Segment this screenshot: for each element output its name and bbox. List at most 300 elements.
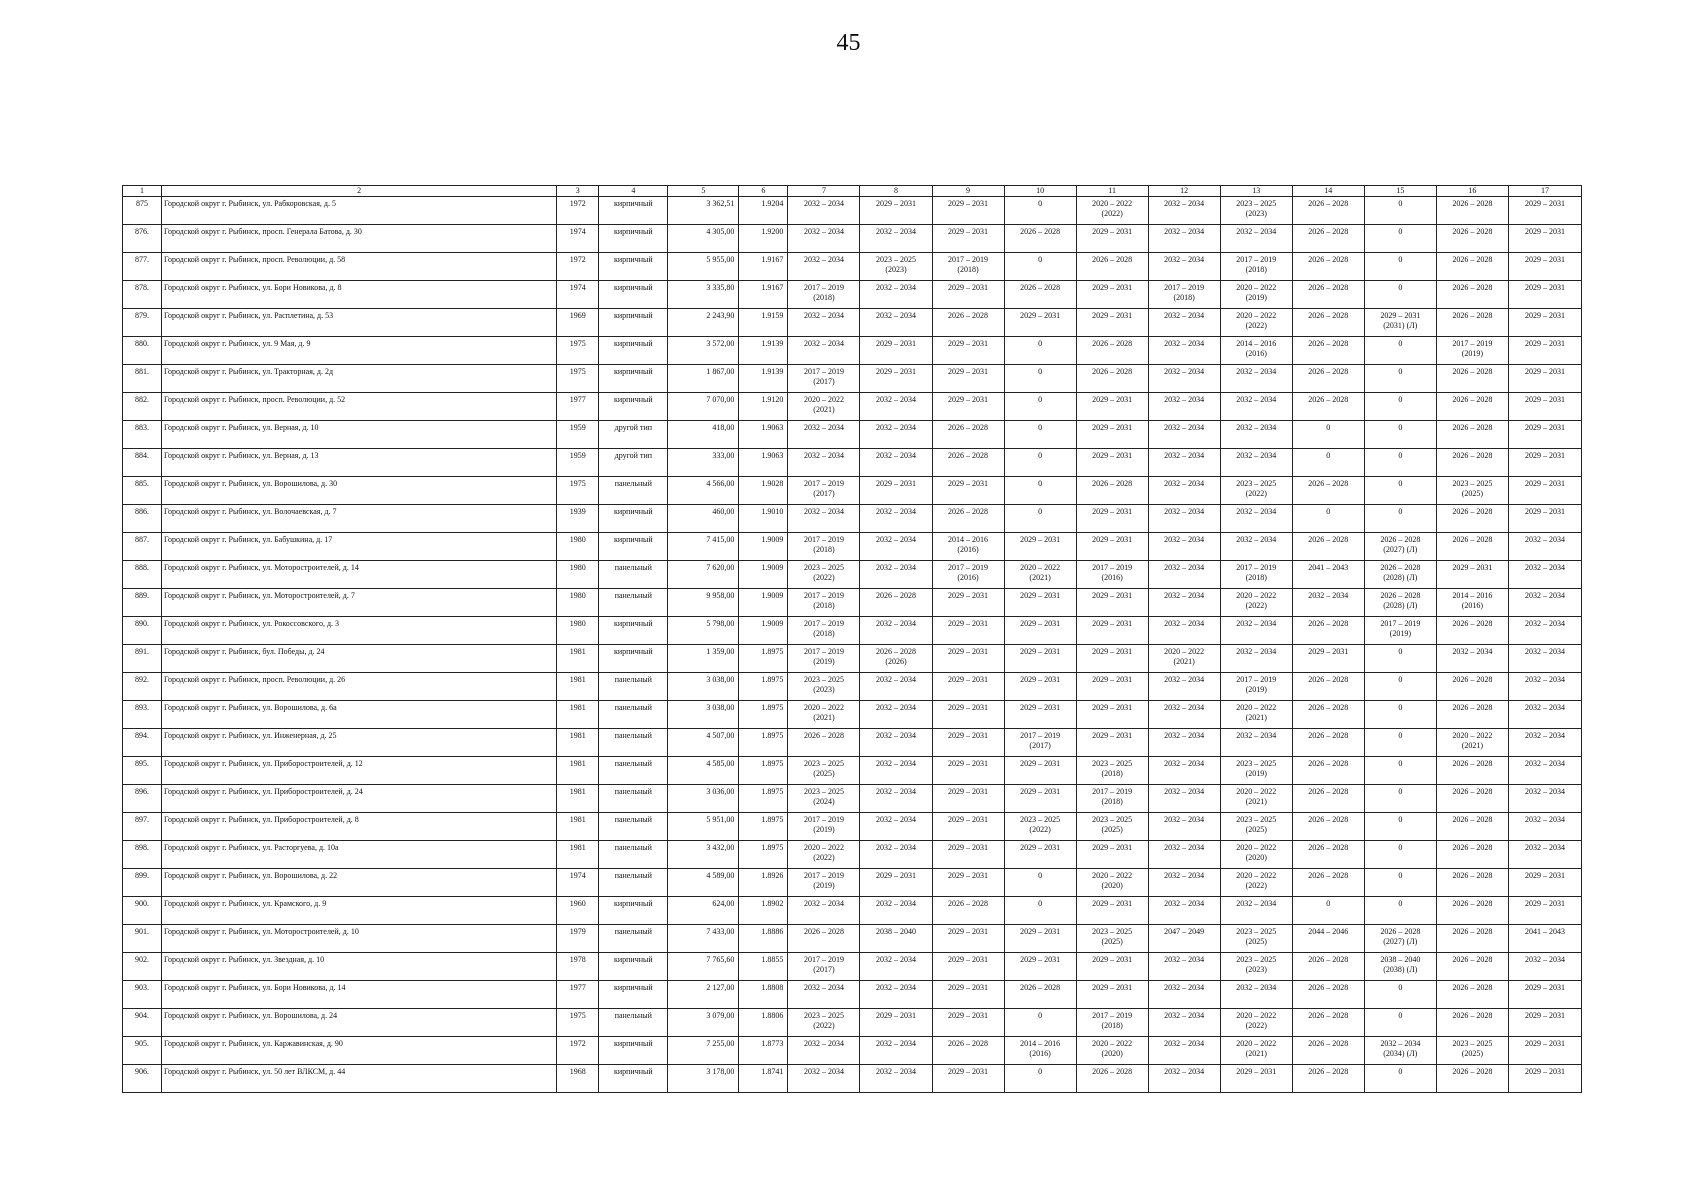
table-cell: панельный — [599, 561, 668, 589]
table-cell: 1972 — [557, 197, 599, 225]
table-cell: 2032 – 2034 — [860, 281, 932, 309]
table-cell: 2026 – 2028 (2027) (Л) — [1364, 925, 1436, 953]
table-cell: 2020 – 2022 (2021) — [1220, 785, 1292, 813]
table-cell: 2026 – 2028 — [1076, 1065, 1148, 1093]
table-cell: 2026 – 2028 — [1292, 757, 1364, 785]
table-cell: 1.8926 — [739, 869, 788, 897]
table-cell: 890. — [123, 617, 162, 645]
table-cell: Городской округ г. Рыбинск, ул. Моторостроителей, д. 14 — [162, 561, 557, 589]
table-row — [123, 197, 1582, 225]
table-cell: 2029 – 2031 — [1076, 841, 1148, 869]
column-header: 16 — [1436, 186, 1508, 197]
table-cell: 2029 – 2031 — [1004, 953, 1076, 981]
table-cell: 7 070,00 — [668, 393, 739, 421]
table-cell: 1981 — [557, 673, 599, 701]
table-cell: панельный — [599, 673, 668, 701]
table-cell: 0 — [1364, 813, 1436, 841]
table-cell: 2029 – 2031 — [932, 589, 1004, 617]
table-cell: 2032 – 2034 — [860, 813, 932, 841]
table-cell: 2032 – 2034 — [860, 981, 932, 1009]
table-cell: 2026 – 2028 — [1436, 197, 1508, 225]
table-cell: 2023 – 2025 (2023) — [1220, 953, 1292, 981]
table-cell: 2029 – 2031 — [1076, 281, 1148, 309]
table-cell: 0 — [1004, 1065, 1076, 1093]
table-cell: 2032 – 2034 — [860, 561, 932, 589]
table-cell: 2032 – 2034 — [1220, 449, 1292, 477]
table-cell: 2026 – 2028 — [1292, 617, 1364, 645]
table-cell: 1.9167 — [739, 281, 788, 309]
table-cell: 2017 – 2019 (2018) — [1148, 281, 1220, 309]
table-cell: 2017 – 2019 (2016) — [1076, 561, 1148, 589]
table-cell: 875 — [123, 197, 162, 225]
table-cell: 2029 – 2031 — [932, 1009, 1004, 1037]
table-cell: 0 — [1364, 393, 1436, 421]
table-cell: 1975 — [557, 477, 599, 505]
table-cell: 2029 – 2031 — [1004, 645, 1076, 673]
table-cell: 2032 – 2034 — [860, 225, 932, 253]
table-cell: 2026 – 2028 — [1292, 729, 1364, 757]
table-cell: 2029 – 2031 — [1076, 421, 1148, 449]
table-cell: 0 — [1364, 841, 1436, 869]
table-cell: 2029 – 2031 — [1004, 785, 1076, 813]
column-header: 1 — [123, 186, 162, 197]
table-cell: 2032 – 2034 — [1148, 253, 1220, 281]
table-cell: 2032 – 2034 — [1508, 757, 1581, 785]
table-cell: 1939 — [557, 505, 599, 533]
table-cell: 2032 – 2034 — [1220, 617, 1292, 645]
table-row — [123, 561, 1582, 589]
table-cell: 1981 — [557, 645, 599, 673]
table-cell: 2026 – 2028 — [1436, 253, 1508, 281]
table-cell: 0 — [1364, 757, 1436, 785]
table-cell: 4 566,00 — [668, 477, 739, 505]
table-cell: 1959 — [557, 421, 599, 449]
table-cell: 2029 – 2031 — [1292, 645, 1364, 673]
table-cell: 2029 – 2031 — [860, 197, 932, 225]
table-cell: 2032 – 2034 — [860, 841, 932, 869]
table-row — [123, 785, 1582, 813]
table-cell: 1.8975 — [739, 813, 788, 841]
table-cell: 2032 – 2034 — [1508, 813, 1581, 841]
table-cell: кирпичный — [599, 1037, 668, 1065]
table-cell: 2032 – 2034 — [1148, 1037, 1220, 1065]
table-cell: Городской округ г. Рыбинск, ул. Волочаевская, д. 7 — [162, 505, 557, 533]
table-cell: 1959 — [557, 449, 599, 477]
table-row — [123, 673, 1582, 701]
table-cell: 1.9200 — [739, 225, 788, 253]
table-cell: панельный — [599, 925, 668, 953]
table-row — [123, 533, 1582, 561]
table-cell: 2029 – 2031 — [1508, 1009, 1581, 1037]
column-header: 10 — [1004, 186, 1076, 197]
table-cell: 2020 – 2022 (2020) — [1076, 869, 1148, 897]
table-row — [123, 953, 1582, 981]
table-cell: 2017 – 2019 (2018) — [1076, 785, 1148, 813]
table-cell: 2029 – 2031 — [1508, 1065, 1581, 1093]
column-header: 17 — [1508, 186, 1581, 197]
table-cell: 2032 – 2034 — [1508, 561, 1581, 589]
table-cell: 2029 – 2031 — [1076, 673, 1148, 701]
table-cell: 3 079,00 — [668, 1009, 739, 1037]
table-cell: 2032 – 2034 — [1220, 365, 1292, 393]
table-cell: 0 — [1364, 253, 1436, 281]
table-cell: 0 — [1364, 729, 1436, 757]
table-cell: 2029 – 2031 — [1220, 1065, 1292, 1093]
table-cell: 5 955,00 — [668, 253, 739, 281]
table-cell: 2026 – 2028 — [1436, 673, 1508, 701]
table-cell: 2029 – 2031 — [1004, 757, 1076, 785]
table-cell: 2047 – 2049 — [1148, 925, 1220, 953]
table-cell: 3 572,00 — [668, 337, 739, 365]
table-cell: 2029 – 2031 — [1508, 253, 1581, 281]
table-cell: 1.8855 — [739, 953, 788, 981]
table-cell: 2029 – 2031 — [932, 981, 1004, 1009]
table-cell: 1974 — [557, 281, 599, 309]
table-cell: 2020 – 2022 (2021) — [1004, 561, 1076, 589]
table-cell: 0 — [1004, 197, 1076, 225]
table-cell: 1968 — [557, 1065, 599, 1093]
table-cell: 2041 – 2043 — [1292, 561, 1364, 589]
table-cell: 0 — [1364, 1065, 1436, 1093]
column-header: 3 — [557, 186, 599, 197]
table-cell: 901. — [123, 925, 162, 953]
table-cell: 1.9120 — [739, 393, 788, 421]
table-cell: 878. — [123, 281, 162, 309]
table-cell: 898. — [123, 841, 162, 869]
table-row — [123, 365, 1582, 393]
table-cell: Городской округ г. Рыбинск, ул. Ворошилова, д. 24 — [162, 1009, 557, 1037]
table-row — [123, 841, 1582, 869]
table-cell: 2026 – 2028 — [860, 589, 932, 617]
table-cell: 2026 – 2028 — [1436, 785, 1508, 813]
page-number: 45 — [836, 30, 861, 56]
table-cell: кирпичный — [599, 253, 668, 281]
table-cell: 2032 – 2034 — [1148, 617, 1220, 645]
table-cell: 2023 – 2025 (2022) — [1004, 813, 1076, 841]
table-cell: 2026 – 2028 — [1292, 673, 1364, 701]
table-cell: 2029 – 2031 — [860, 477, 932, 505]
table-row — [123, 1037, 1582, 1065]
table-cell: 2032 – 2034 — [1220, 897, 1292, 925]
table-cell: 0 — [1292, 505, 1364, 533]
table-cell: 2029 – 2031 — [1508, 197, 1581, 225]
table-cell: 2029 – 2031 — [932, 365, 1004, 393]
table-cell: 2026 – 2028 — [1292, 337, 1364, 365]
table-cell: 1.8975 — [739, 673, 788, 701]
table-cell: 2020 – 2022 (2021) — [1436, 729, 1508, 757]
table-cell: 2029 – 2031 — [1508, 225, 1581, 253]
table-cell: 2026 – 2028 — [1292, 953, 1364, 981]
table-cell: кирпичный — [599, 533, 668, 561]
table-cell: 2020 – 2022 (2022) — [1076, 197, 1148, 225]
table-cell: 0 — [1292, 897, 1364, 925]
table-cell: 2026 – 2028 — [1436, 421, 1508, 449]
table-cell: 2029 – 2031 — [1508, 337, 1581, 365]
table-cell: 2020 – 2022 (2021) — [788, 393, 860, 421]
table-cell: 1972 — [557, 1037, 599, 1065]
table-cell: 2029 – 2031 — [1508, 393, 1581, 421]
table-row — [123, 281, 1582, 309]
table-cell: 2032 – 2034 — [860, 673, 932, 701]
table-cell: 1.8773 — [739, 1037, 788, 1065]
table-cell: 2032 – 2034 — [1508, 701, 1581, 729]
table-cell: 2029 – 2031 — [932, 925, 1004, 953]
table-cell: 2020 – 2022 (2022) — [1220, 869, 1292, 897]
table-cell: Городской округ г. Рыбинск, просп. Революции, д. 26 — [162, 673, 557, 701]
table-cell: 1981 — [557, 785, 599, 813]
table-cell: 2032 – 2034 — [1508, 673, 1581, 701]
table-cell: 1 867,00 — [668, 365, 739, 393]
column-header: 4 — [599, 186, 668, 197]
table-cell: 906. — [123, 1065, 162, 1093]
table-cell: 4 507,00 — [668, 729, 739, 757]
table-cell: 2032 – 2034 — [1148, 953, 1220, 981]
table-cell: 886. — [123, 505, 162, 533]
table-cell: 1980 — [557, 533, 599, 561]
table-cell: 0 — [1004, 505, 1076, 533]
table-cell: 1.9204 — [739, 197, 788, 225]
table-cell: 2029 – 2031 — [932, 953, 1004, 981]
table-cell: 896. — [123, 785, 162, 813]
table-cell: 2032 – 2034 — [860, 533, 932, 561]
table-cell: 0 — [1364, 281, 1436, 309]
table-header-row — [123, 186, 1582, 197]
table-cell: 4 589,00 — [668, 869, 739, 897]
table-cell: 2017 – 2019 (2019) — [788, 645, 860, 673]
table-cell: 880. — [123, 337, 162, 365]
table-cell: 889. — [123, 589, 162, 617]
table-cell: 2029 – 2031 — [1508, 281, 1581, 309]
table-cell: 2026 – 2028 (2028) (Л) — [1364, 561, 1436, 589]
table-cell: кирпичный — [599, 365, 668, 393]
table-cell: 2032 – 2034 — [788, 897, 860, 925]
table-cell: 1.8741 — [739, 1065, 788, 1093]
table-cell: 0 — [1364, 869, 1436, 897]
table-cell: 2020 – 2022 (2020) — [1220, 841, 1292, 869]
table-cell: 0 — [1004, 869, 1076, 897]
table-cell: 1974 — [557, 225, 599, 253]
table-cell: Городской округ г. Рыбинск, ул. Бабушкина, д. 17 — [162, 533, 557, 561]
table-cell: панельный — [599, 701, 668, 729]
table-cell: 2017 – 2019 (2019) — [788, 869, 860, 897]
table-cell: 2032 – 2034 — [1148, 309, 1220, 337]
table-cell: 0 — [1364, 505, 1436, 533]
table-cell: 2032 – 2034 — [788, 337, 860, 365]
table-cell: 3 038,00 — [668, 673, 739, 701]
table-cell: 2026 – 2028 — [1292, 841, 1364, 869]
table-cell: кирпичный — [599, 281, 668, 309]
table-cell: 2029 – 2031 — [1508, 309, 1581, 337]
table-cell: 2032 – 2034 — [1436, 645, 1508, 673]
table-cell: 2020 – 2022 (2021) — [788, 701, 860, 729]
table-cell: 2032 – 2034 — [1148, 1065, 1220, 1093]
table-cell: другой тип — [599, 449, 668, 477]
table-cell: 2026 – 2028 — [1292, 533, 1364, 561]
table-cell: 2029 – 2031 — [932, 225, 1004, 253]
table-cell: 1975 — [557, 337, 599, 365]
table-cell: 2026 – 2028 — [1004, 225, 1076, 253]
table-cell: 2029 – 2031 — [932, 393, 1004, 421]
table-cell: 1977 — [557, 981, 599, 1009]
table-cell: 0 — [1364, 365, 1436, 393]
table-cell: 2029 – 2031 — [1076, 309, 1148, 337]
table-cell: 2029 – 2031 — [932, 869, 1004, 897]
table-cell: 1981 — [557, 701, 599, 729]
table-cell: 2023 – 2025 (2025) — [1076, 925, 1148, 953]
table-cell: 2032 – 2034 — [1220, 421, 1292, 449]
table-cell: 2026 – 2028 — [1436, 701, 1508, 729]
table-cell: 2029 – 2031 — [1076, 953, 1148, 981]
table-cell: Городской округ г. Рыбинск, просп. Революции, д. 58 — [162, 253, 557, 281]
table-cell: 2026 – 2028 — [1436, 281, 1508, 309]
table-cell: 2029 – 2031 — [1076, 617, 1148, 645]
table-cell: 1.8902 — [739, 897, 788, 925]
table-cell: Городской округ г. Рыбинск, ул. Приборостроителей, д. 12 — [162, 757, 557, 785]
table-cell: 882. — [123, 393, 162, 421]
table-cell: 1974 — [557, 869, 599, 897]
table-cell: 2032 – 2034 — [1148, 673, 1220, 701]
table-cell: 0 — [1292, 421, 1364, 449]
table-cell: 2023 – 2025 (2025) — [788, 757, 860, 785]
table-cell: 3 362,51 — [668, 197, 739, 225]
table-cell: 2029 – 2031 — [1508, 477, 1581, 505]
table-cell: 2017 – 2019 (2017) — [788, 365, 860, 393]
table-cell: Городской округ г. Рыбинск, ул. Звездная, д. 10 — [162, 953, 557, 981]
table-cell: Городской округ г. Рыбинск, ул. Бори Новикова, д. 8 — [162, 281, 557, 309]
table-cell: 2017 – 2019 (2018) — [788, 533, 860, 561]
table-cell: 2032 – 2034 — [1220, 393, 1292, 421]
table-cell: 2017 – 2019 (2018) — [1220, 561, 1292, 589]
table-cell: 0 — [1364, 477, 1436, 505]
table-cell: 2020 – 2022 (2022) — [1220, 589, 1292, 617]
table-cell: кирпичный — [599, 897, 668, 925]
table-cell: 2029 – 2031 — [1076, 701, 1148, 729]
table-cell: 2029 – 2031 — [1436, 561, 1508, 589]
table-cell: 0 — [1364, 421, 1436, 449]
table-cell: 1981 — [557, 841, 599, 869]
table-cell: 2026 – 2028 — [1292, 785, 1364, 813]
column-header: 9 — [932, 186, 1004, 197]
table-cell: 2032 – 2034 — [1292, 589, 1364, 617]
table-row — [123, 589, 1582, 617]
table-cell: 1.8808 — [739, 981, 788, 1009]
table-cell: 2032 – 2034 — [1508, 841, 1581, 869]
table-cell: 2029 – 2031 — [1076, 589, 1148, 617]
table-cell: 1.8975 — [739, 645, 788, 673]
table-cell: 2032 – 2034 — [1148, 1009, 1220, 1037]
table-cell: 2032 – 2034 — [1148, 813, 1220, 841]
table-cell: Городской округ г. Рыбинск, ул. Расплетина, д. 53 — [162, 309, 557, 337]
column-header: 2 — [162, 186, 557, 197]
table-cell: Городской округ г. Рыбинск, просп. Революции, д. 52 — [162, 393, 557, 421]
table-cell: 1 359,00 — [668, 645, 739, 673]
table-cell: 892. — [123, 673, 162, 701]
table-cell: 2032 – 2034 — [1148, 589, 1220, 617]
table-cell: 884. — [123, 449, 162, 477]
table-cell: 2032 – 2034 — [860, 785, 932, 813]
table-cell: 2026 – 2028 — [1292, 981, 1364, 1009]
table-cell: 2032 – 2034 — [788, 1065, 860, 1093]
table-cell: 2032 – 2034 — [788, 197, 860, 225]
table-cell: 0 — [1364, 645, 1436, 673]
table-cell: 1980 — [557, 617, 599, 645]
table-cell: 2032 – 2034 — [1508, 617, 1581, 645]
table-row — [123, 449, 1582, 477]
table-cell: 2032 – 2034 — [1148, 365, 1220, 393]
table-cell: 2017 – 2019 (2019) — [1364, 617, 1436, 645]
table-cell: 2032 – 2034 — [860, 701, 932, 729]
table-cell: 2029 – 2031 — [1508, 869, 1581, 897]
table-cell: 2032 – 2034 — [1220, 981, 1292, 1009]
table-cell: 1.8975 — [739, 841, 788, 869]
table-cell: 2032 – 2034 — [1148, 897, 1220, 925]
table-cell: 2017 – 2019 (2018) — [788, 617, 860, 645]
table-cell: кирпичный — [599, 1065, 668, 1093]
table-cell: 2026 – 2028 — [1292, 477, 1364, 505]
table-cell: 2032 – 2034 — [860, 309, 932, 337]
table-cell: 902. — [123, 953, 162, 981]
table-cell: кирпичный — [599, 981, 668, 1009]
table-row — [123, 309, 1582, 337]
table-cell: 2032 – 2034 — [788, 981, 860, 1009]
table-cell: 0 — [1004, 449, 1076, 477]
table-cell: 2032 – 2034 — [1508, 785, 1581, 813]
table-cell: 0 — [1004, 253, 1076, 281]
table-cell: 2014 – 2016 (2016) — [932, 533, 1004, 561]
table-cell: 2032 – 2034 — [1148, 561, 1220, 589]
table-cell: 2032 – 2034 — [1148, 421, 1220, 449]
table-cell: 2020 – 2022 (2019) — [1220, 281, 1292, 309]
table-row — [123, 1065, 1582, 1093]
table-cell: Городской округ г. Рыбинск, ул. Рокоссовского, д. 3 — [162, 617, 557, 645]
table-cell: 0 — [1364, 701, 1436, 729]
table-cell: 1978 — [557, 953, 599, 981]
table-cell: другой тип — [599, 421, 668, 449]
table-cell: 2032 – 2034 — [1220, 533, 1292, 561]
table-cell: 1.8975 — [739, 701, 788, 729]
register-table-container — [122, 185, 1582, 1093]
table-cell: 2026 – 2028 — [932, 309, 1004, 337]
table-cell: 0 — [1004, 1009, 1076, 1037]
table-cell: 2032 – 2034 — [1148, 701, 1220, 729]
column-header: 11 — [1076, 186, 1148, 197]
table-cell: 904. — [123, 1009, 162, 1037]
table-cell: 2026 – 2028 — [1292, 869, 1364, 897]
table-cell: 1975 — [557, 1009, 599, 1037]
table-cell: Городской округ г. Рыбинск, ул. Каржавинская, д. 90 — [162, 1037, 557, 1065]
table-cell: Городской округ г. Рыбинск, ул. 50 лет ВЛКСМ, д. 44 — [162, 1065, 557, 1093]
table-cell: 1980 — [557, 589, 599, 617]
table-cell: 3 432,00 — [668, 841, 739, 869]
table-cell: 2038 – 2040 (2038) (Л) — [1364, 953, 1436, 981]
table-cell: 2029 – 2031 — [1004, 309, 1076, 337]
table-cell: 1980 — [557, 561, 599, 589]
table-cell: 3 178,00 — [668, 1065, 739, 1093]
table-cell: 1981 — [557, 757, 599, 785]
table-cell: 2023 – 2025 (2022) — [788, 1009, 860, 1037]
table-row — [123, 645, 1582, 673]
table-cell: 2044 – 2046 — [1292, 925, 1364, 953]
table-cell: 2020 – 2022 (2021) — [1148, 645, 1220, 673]
table-cell: 2026 – 2028 — [1292, 1065, 1364, 1093]
table-cell: 2026 – 2028 — [1292, 253, 1364, 281]
column-header: 5 — [668, 186, 739, 197]
table-cell: 2017 – 2019 (2017) — [788, 477, 860, 505]
table-cell: 2026 – 2028 — [1076, 253, 1148, 281]
table-cell: 2023 – 2025 (2025) — [1436, 1037, 1508, 1065]
table-cell: 7 415,00 — [668, 533, 739, 561]
table-cell: 2020 – 2022 (2022) — [1220, 1009, 1292, 1037]
